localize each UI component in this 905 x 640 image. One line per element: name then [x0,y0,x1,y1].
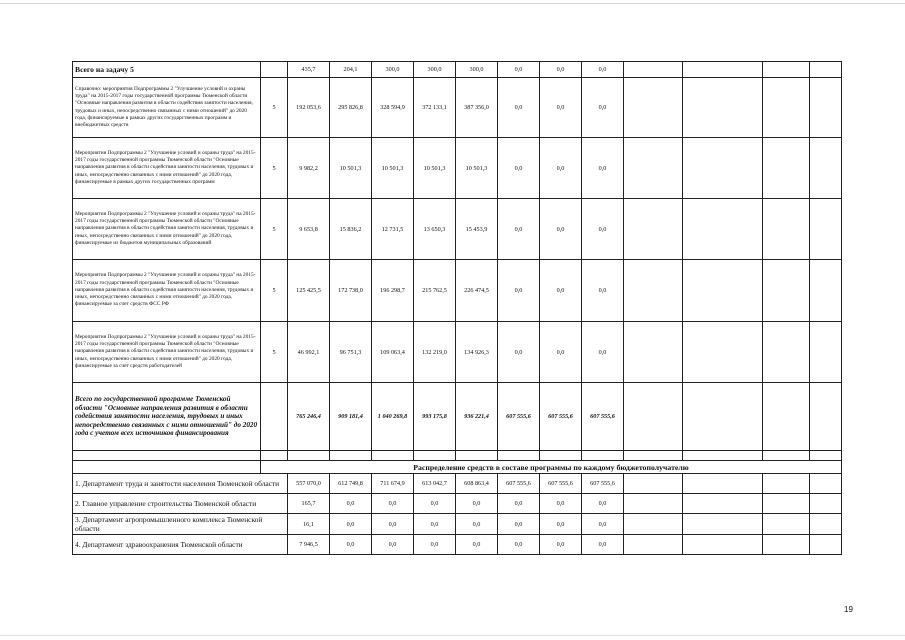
empty-cell [763,260,810,322]
bottom-rule [0,635,905,636]
empty-cell [498,451,540,461]
amount-cell: 0,0 [372,535,414,555]
amount-cell: 295 826,8 [330,78,372,138]
empty-cell [810,514,842,535]
empty-cell [810,62,842,78]
amount-cell: 608 863,4 [456,474,498,494]
amount-cell: 192 053,6 [288,78,330,138]
table-row [73,78,842,138]
empty-cell [372,451,414,461]
amount-cell: 134 926,3 [456,322,498,383]
empty-cell [456,451,498,461]
empty-cell [810,199,842,260]
empty-cell [624,199,683,260]
empty-cell [810,494,842,514]
amount-cell: 0,0 [498,199,540,260]
table-row [73,260,842,322]
empty-cell [810,535,842,555]
empty-cell [763,199,810,260]
amount-cell: 226 474,5 [456,260,498,322]
task-code-cell: 5 [261,322,288,383]
amount-cell: 909 181,4 [330,383,372,451]
empty-cell [683,451,763,461]
empty-cell [683,138,763,199]
empty-cell [414,451,456,461]
empty-cell [810,451,842,461]
amount-cell: 13 650,3 [414,199,456,260]
empty-cell [810,474,842,494]
amount-cell: 0,0 [330,535,372,555]
amount-cell: 172 738,0 [330,260,372,322]
amount-cell: 0,0 [498,78,540,138]
task-code-cell: 5 [261,199,288,260]
amount-cell: 0,0 [582,62,624,78]
recipient-name: 3. Департамент агропромышленного комплекса Тюменской области [73,514,288,535]
amount-cell: 0,0 [414,494,456,514]
amount-cell: 300,0 [456,62,498,78]
amount-cell: 132 219,0 [414,322,456,383]
amount-cell: 0,0 [498,62,540,78]
empty-cell [763,383,810,451]
amount-cell: 328 594,9 [372,78,414,138]
activity-description: Справочно: мероприятия Подпрограммы 2 "Улучшение условий и охраны труда" на 2015-2017 годы государственной программы Тюменской области "Основные направления развития в области содействия занятости населения, трудовых и иных, непосредственно связанных с ними отношений" до 2020 года, финансируемые в рамках других государственных программ и внебюджетных средств [73,78,261,138]
amount-cell: 0,0 [540,62,582,78]
empty-cell [763,494,810,514]
empty-cell [683,514,763,535]
table-row [73,514,842,535]
amount-cell: 7 946,5 [288,535,330,555]
table-row [73,535,842,555]
amount-cell: 0,0 [540,322,582,383]
empty-cell [683,322,763,383]
empty-cell [582,451,624,461]
amount-cell: 0,0 [582,494,624,514]
amount-cell: 15 836,2 [330,199,372,260]
amount-cell: 0,0 [540,199,582,260]
amount-cell: 0,0 [540,78,582,138]
empty-cell [261,451,288,461]
amount-cell: 15 453,9 [456,199,498,260]
empty-cell [624,494,683,514]
amount-cell: 557 070,0 [288,474,330,494]
empty-cell [540,451,582,461]
amount-cell: 0,0 [582,78,624,138]
amount-cell: 993 175,8 [414,383,456,451]
recipient-name: 4. Департамент здравоохранения Тюменской области [73,535,288,555]
amount-cell: 0,0 [456,514,498,535]
amount-cell: 196 298,7 [372,260,414,322]
amount-cell: 607 555,6 [582,474,624,494]
amount-cell: 0,0 [540,260,582,322]
table-row [73,62,842,78]
empty-cell [683,199,763,260]
empty-cell [763,62,810,78]
empty-cell [763,474,810,494]
empty-cell [763,322,810,383]
empty-cell [683,260,763,322]
amount-cell: 125 425,5 [288,260,330,322]
amount-cell: 109 063,4 [372,322,414,383]
amount-cell: 0,0 [372,514,414,535]
empty-cell [810,322,842,383]
amount-cell: 0,0 [540,514,582,535]
empty-cell [683,474,763,494]
top-rule [0,3,905,4]
table-row [73,474,842,494]
amount-cell: 936 221,4 [456,383,498,451]
table-row [73,199,842,260]
recipient-name: 2. Главное управление строительства Тюменской области [73,494,288,514]
empty-cell [810,260,842,322]
task-code-cell: 5 [261,260,288,322]
amount-cell: 1 040 269,8 [372,383,414,451]
empty-cell [624,535,683,555]
amount-cell: 435,7 [288,62,330,78]
amount-cell: 607 555,6 [498,383,540,451]
amount-cell: 165,7 [288,494,330,514]
amount-cell: 9 982,2 [288,138,330,199]
amount-cell: 0,0 [414,535,456,555]
amount-cell: 0,0 [498,138,540,199]
amount-cell: 607 555,6 [582,383,624,451]
amount-cell: 711 674,9 [372,474,414,494]
amount-cell: 0,0 [456,494,498,514]
amount-cell: 0,0 [540,494,582,514]
amount-cell: 10 501,3 [456,138,498,199]
task-code-cell [261,62,288,78]
table-row [73,383,842,451]
amount-cell: 10 501,3 [414,138,456,199]
amount-cell: 0,0 [498,260,540,322]
empty-cell [810,78,842,138]
activity-description: Мероприятия Подпрограммы 2 "Улучшение условий и охраны труда" на 2015-2017 годы государственной программы Тюменской области "Основные направления развития в области содействия занятости населения, трудовых и иных, непосредственно связанных с ними отношений" до 2020 года, финансируемые за счет средств ФСС РФ [73,260,261,322]
task-code-cell: 5 [261,138,288,199]
empty-cell [624,62,683,78]
amount-cell: 0,0 [372,494,414,514]
amount-cell: 10 501,3 [372,138,414,199]
amount-cell: 765 246,4 [288,383,330,451]
amount-cell: 0,0 [498,494,540,514]
amount-cell: 10 501,3 [330,138,372,199]
amount-cell: 613 042,7 [414,474,456,494]
empty-cell [73,451,261,461]
empty-cell [683,535,763,555]
empty-cell [624,78,683,138]
amount-cell: 0,0 [330,494,372,514]
amount-cell: 607 555,6 [540,474,582,494]
amount-cell: 372 133,1 [414,78,456,138]
table-row [73,461,842,474]
budget-table [72,61,842,555]
section-heading: Распределение средств в составе программы по каждому бюджетополучателю [261,461,842,474]
table-row [73,138,842,199]
table-row [73,494,842,514]
amount-cell: 9 653,8 [288,199,330,260]
amount-cell: 215 762,5 [414,260,456,322]
empty-cell [624,474,683,494]
recipient-name: 1. Департамент труда и занятости населения Тюменской области [73,474,288,494]
activity-description: Мероприятия Подпрограммы 2 "Улучшение условий и охраны труда" на 2015-2017 годы государственной программы Тюменской области "Основные направления развития в области содействия занятости населения, трудовых и иных, непосредственно связанных с ними отношений" до 2020 года, финансируемые в рамках других государственных программ [73,138,261,199]
amount-cell: 0,0 [330,514,372,535]
amount-cell: 0,0 [582,535,624,555]
amount-cell: 387 356,0 [456,78,498,138]
amount-cell: 607 555,6 [540,383,582,451]
amount-cell: 0,0 [582,260,624,322]
empty-cell [763,138,810,199]
empty-cell [683,62,763,78]
amount-cell: 16,1 [288,514,330,535]
amount-cell: 0,0 [540,138,582,199]
task-total-label: Всего на задачу 5 [73,62,261,78]
empty-cell [624,260,683,322]
amount-cell: 12 731,5 [372,199,414,260]
amount-cell: 300,0 [372,62,414,78]
empty-cell [624,322,683,383]
task-code-cell: 5 [261,78,288,138]
table-row [73,451,842,461]
amount-cell: 300,0 [414,62,456,78]
amount-cell: 96 751,3 [330,322,372,383]
empty-cell [683,383,763,451]
empty-cell [624,138,683,199]
amount-cell: 0,0 [582,514,624,535]
empty-cell [763,535,810,555]
empty-cell [763,78,810,138]
amount-cell: 607 555,6 [498,474,540,494]
amount-cell: 0,0 [582,322,624,383]
table-body [73,62,842,555]
activity-description: Мероприятия Подпрограммы 2 "Улучшение условий и охраны труда" на 2015-2017 годы государственной программы Тюменской области "Основные направления развития в области содействия занятости населения, трудовых и иных, непосредственно связанных с ними отношений" до 2020 года, финансируемые за счет средств работодателей [73,322,261,383]
empty-cell [624,514,683,535]
amount-cell: 0,0 [456,535,498,555]
amount-cell: 0,0 [582,138,624,199]
empty-cell [288,451,330,461]
empty-cell [810,138,842,199]
empty-cell [763,451,810,461]
amount-cell: 0,0 [498,322,540,383]
empty-cell [330,451,372,461]
amount-cell: 46 992,1 [288,322,330,383]
amount-cell: 0,0 [582,199,624,260]
amount-cell: 0,0 [414,514,456,535]
section-left-cell [73,461,261,474]
empty-cell [624,383,683,451]
task-code-cell [261,383,288,451]
program-total-label: Всего по государственной программе Тюменской области "Основные направления развития в области содействия занятости населения, трудовых и иных непосредственно связанных с ними отношений" до 2020 года с учетом всех источников финансирования [73,383,261,451]
empty-cell [683,494,763,514]
empty-cell [683,78,763,138]
amount-cell: 0,0 [498,514,540,535]
empty-cell [810,383,842,451]
page-number: 19 [844,605,853,614]
table-row [73,322,842,383]
empty-cell [763,514,810,535]
amount-cell: 204,1 [330,62,372,78]
amount-cell: 612 749,8 [330,474,372,494]
amount-cell: 0,0 [498,535,540,555]
empty-cell [624,451,683,461]
amount-cell: 0,0 [540,535,582,555]
activity-description: Мероприятия Подпрограммы 2 "Улучшение условий и охраны труда" на 2015-2017 годы государственной программы Тюменской области "Основные направления развития в области содействия занятости населения, трудовых и иных, непосредственно связанных с ними отношений" до 2020 года, финансируемые из бюджетов муниципальных образований [73,199,261,260]
